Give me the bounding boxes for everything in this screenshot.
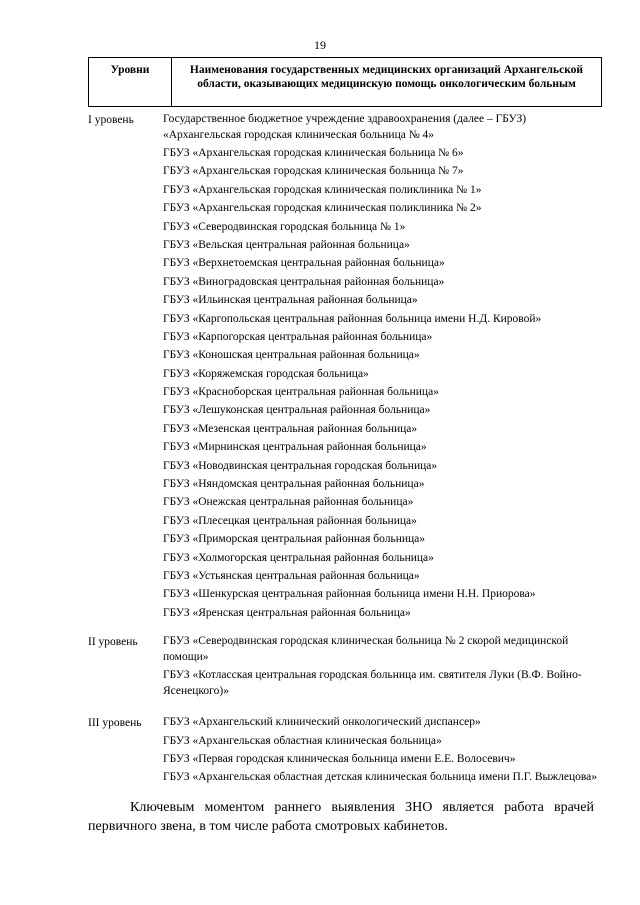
organization-item: ГБУЗ «Ильинская центральная районная больница» [163,294,418,307]
organization-item: ГБУЗ «Котласская центральная городская больница им. святителя Луки (В.Ф. Войно-Ясенецкого)» [163,669,582,697]
organization-item: ГБУЗ «Архангельская городская клиническая поликлиника № 2» [163,202,482,215]
organization-item: ГБУЗ «Вельская центральная районная больница» [163,238,410,251]
organization-item: ГБУЗ «Няндомская центральная районная больница» [163,478,425,491]
organization-item: ГБУЗ «Архангельская городская клиническая больница № 7» [163,165,464,178]
organization-item: ГБУЗ «Первая городская клиническая больница имени Е.Е. Волосевич» [163,752,516,765]
organization-item: ГБУЗ «Яренская центральная районная больница» [163,606,411,619]
organization-item: ГБУЗ «Онежская центральная районная больница» [163,496,414,509]
organization-item: ГБУЗ «Коношская центральная районная больница» [163,349,420,362]
level-row-2 [88,634,608,702]
organization-item: ГБУЗ «Красноборская центральная районная больница» [163,386,439,399]
organization-item: ГБУЗ «Верхнетоемская центральная районная больница» [163,257,445,270]
levels-table-header [88,57,602,107]
organization-item: ГБУЗ «Каргопольская центральная районная больница имени Н.Д. Кировой» [163,312,542,325]
page-number: 19 [314,38,326,52]
organization-item: ГБУЗ «Архангельская областная клиническая больница» [163,734,442,747]
level-row-3 [88,715,608,789]
organization-item: ГБУЗ «Новодвинская центральная городская больница» [163,459,438,472]
level-label: II уровень [88,636,138,649]
level-row-1 [88,108,608,624]
organization-item: ГБУЗ «Шенкурская центральная районная больница имени Н.Н. Приорова» [163,588,536,601]
organization-item: ГБУЗ «Виноградовская центральная районная больница» [163,275,445,288]
organization-item: ГБУЗ «Архангельская городская клиническая больница № 6» [163,146,464,159]
organization-item: ГБУЗ «Мирнинская центральная районная больница» [163,441,427,454]
organization-list [163,634,608,702]
column-header-organizations: Наименования государственных медицинских организаций Архангельской области, оказывающих медицинскую помощь онкологическим больным [172,58,602,107]
organization-list [163,715,608,789]
column-header-levels: Уровни [89,58,172,107]
organization-item: ГБУЗ «Архангельская областная детская клиническая больница имени П.Г. Выжлецова» [163,771,598,784]
organization-item: ГБУЗ «Устьянская центральная районная больница» [163,569,420,582]
organization-item: ГБУЗ «Архангельский клинический онкологический диспансер» [163,716,481,729]
organization-item: ГБУЗ «Северодвинская городская клиническая больница № 2 скорой медицинской помощи» [163,635,569,663]
levels-table-body [88,108,608,789]
organization-item: ГБУЗ «Архангельская городская клиническая поликлиника № 1» [163,183,482,196]
organization-item: Государственное бюджетное учреждение здравоохранения (далее – ГБУЗ) «Архангельская городская клиническая больница № 4» [163,113,527,141]
closing-paragraph: Ключевым моментом раннего выявления ЗНО является работа врачей первичного звена, в том числе работа смотровых кабинетов. [88,800,594,834]
organization-item: ГБУЗ «Мезенская центральная районная больница» [163,422,418,435]
organization-item: ГБУЗ «Лешуконская центральная районная больница» [163,404,431,417]
organization-item: ГБУЗ «Холмогорская центральная районная больница» [163,551,434,564]
level-label: III уровень [88,717,142,730]
organization-item: ГБУЗ «Северодвинская городская больница № 1» [163,220,406,233]
organization-item: ГБУЗ «Карпогорская центральная районная больница» [163,330,433,343]
organization-list [163,112,608,624]
organization-item: ГБУЗ «Коряжемская городская больница» [163,367,369,380]
level-label: I уровень [88,114,134,126]
organization-item: ГБУЗ «Плесецкая центральная районная больница» [163,514,417,527]
organization-item: ГБУЗ «Приморская центральная районная больница» [163,533,426,546]
